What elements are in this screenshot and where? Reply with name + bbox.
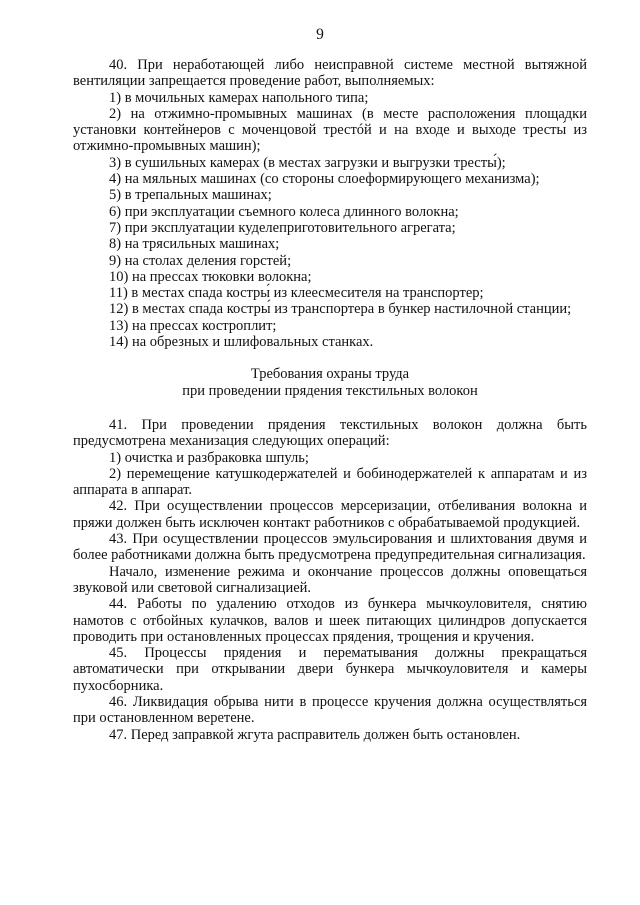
section-40-item: 4) на мяльных машинах (со стороны слоеформирующего механизма);	[109, 171, 540, 188]
section-40-item: 1) в мочильных камерах напольного типа;	[109, 89, 369, 106]
section-heading-line-1: Требования охраны труда	[250, 366, 410, 383]
section-40-item: 8) на трясильных машинах;	[109, 236, 280, 253]
section-40-item: 11) в местах спада костры́ из клеесмесителя на транспортер;	[109, 285, 484, 302]
section-44: 44. Работы по удалению отходов из бункера мычкоуловителя, снятию намотов с отбойных кулачков, валов и шеек питающих цилиндров допускается проводить при остановленных процессах прядения, трощения и кручения.	[73, 596, 587, 645]
section-41-item: 1) очистка и разбраковка шпуль;	[109, 449, 309, 466]
section-41-intro: 41. При проведении прядения текстильных волокон должна быть предусмотрена механизация следующих операций:	[73, 416, 587, 450]
section-46: 46. Ликвидация обрыва нити в процессе кручения должна осуществляться при остановленном веретене.	[73, 693, 587, 727]
section-47: 47. Перед заправкой жгута расправитель должен быть остановлен.	[109, 726, 521, 743]
section-43-extra: Начало, изменение режима и окончание процессов должны оповещаться звуковой или световой сигнализацией.	[73, 563, 587, 596]
section-40-item: 12) в местах спада костры́ из транспортера в бункер настилочной станции;	[109, 301, 572, 318]
section-40-item: 13) на прессах костроплит;	[109, 317, 277, 334]
section-40-intro: 40. При неработающей либо неисправной системе местной вытяжной вентиляции запрещается проведение работ, выполняемых:	[73, 57, 587, 90]
section-45: 45. Процессы прядения и перематывания должны прекращаться автоматически при открывании двери бункера мычкоуловителя и камеры пухосборника.	[73, 645, 587, 694]
section-40-item: 14) на обрезных и шлифовальных станках.	[109, 334, 374, 351]
section-40-item: 2) на отжимно-промывных машинах (в месте расположения площадки установки контейнеров с моченцовой трестóй и на входе и выходе тресты́ из отжимно-промывных машин);	[73, 105, 587, 155]
section-40-item: 3) в сушильных камерах (в местах загрузки и выгрузки тресты́);	[109, 154, 506, 171]
section-43: 43. При осуществлении процессов эмульсирования и шлихтования двумя и более работниками должна быть предусмотрена предупредительная сигнализация.	[73, 531, 587, 564]
section-41-item: 2) перемещение катушкодержателей и бобинодержателей к аппаратам и из аппарата в аппарат.	[73, 465, 587, 499]
section-40-item: 6) при эксплуатации съемного колеса длинного волокна;	[109, 203, 459, 220]
section-heading-line-2: при проведении прядения текстильных волокон	[182, 382, 478, 399]
section-40-item: 10) на прессах тюковки волокна;	[109, 268, 312, 285]
section-40-item: 7) при эксплуатации куделеприготовительного агрегата;	[109, 219, 456, 236]
section-40-item: 5) в трепальных машинах;	[109, 187, 272, 204]
document-body	[73, 57, 587, 743]
section-42: 42. При осуществлении процессов мерсеризации, отбеливания волокна и пряжи должен быть исключен контакт работников с обрабатываемой продукцией.	[73, 498, 587, 531]
page-number: 9	[316, 26, 324, 43]
section-40-item: 9) на столах деления горстей;	[109, 252, 292, 269]
